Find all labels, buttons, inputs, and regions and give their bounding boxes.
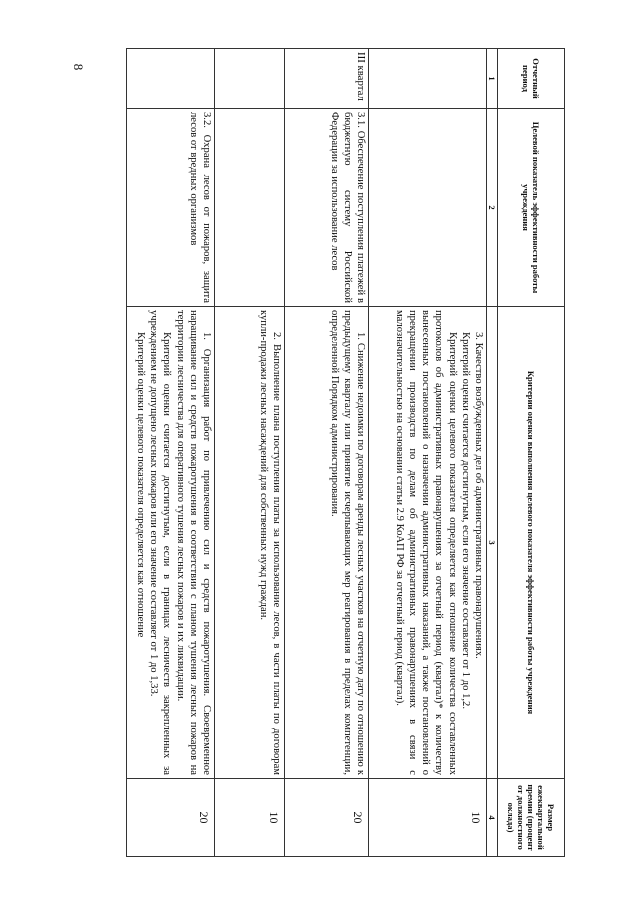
header-criteria: Критерии оценки выполнения целевого показателя эффективности работы учреждения	[498, 307, 565, 779]
table-row	[369, 49, 487, 857]
period-cell	[215, 49, 285, 109]
bonus-cell: 10	[215, 779, 285, 857]
column-number: 3	[487, 307, 498, 779]
page-number: 8	[71, 63, 86, 71]
criteria-paragraph: 1. Снижение недоимки по договорам аренды лесных участков на отчетную дату по отношению к предыдущему кварталу или принятие исчерпывающих мер реагирования в пределах компетенции, определенной Порядком администрирования.	[328, 310, 366, 775]
header-bonus: Размер ежеквартальной премии (процент от должностного оклада)	[498, 779, 565, 857]
table-row	[127, 49, 215, 857]
indicator-cell: 3.2. Охрана лесов от пожаров, защита лесов от вредных организмов	[127, 109, 215, 307]
rotated-page	[127, 48, 565, 856]
period-cell: III квартал	[285, 49, 369, 109]
column-number: 1	[487, 49, 498, 109]
bonus-cell: 20	[285, 779, 369, 857]
header-indicator: Целевой показатель эффективности работы учреждения	[498, 109, 565, 307]
column-number: 4	[487, 779, 498, 857]
bonus-cell: 20	[127, 779, 215, 857]
indicator-cell	[215, 109, 285, 307]
criteria-paragraph: Критерий оценки целевого показателя определяется как отношение	[134, 332, 146, 638]
criteria-cell	[369, 307, 487, 779]
period-cell	[127, 49, 215, 109]
criteria-paragraph: Критерий оценки целевого показателя определяется как отношение количества составленных протоколов об административных правонарушениях за отчетный период (квартал)* к количеству вынесенных постановлений о назначении административных наказаний, а также постановлений о прекращении производств по делам об административных правонарушениях в связи с малозначительностью на основании статьи 2.9 КоАП РФ за отчетный период (квартал).	[393, 310, 458, 775]
period-cell	[369, 49, 487, 109]
header-row	[498, 49, 565, 857]
criteria-paragraph: Критерий оценки считается достигнутым, если его значение составляет от 1 до 1,2.	[459, 332, 471, 709]
indicator-cell: 3.1. Обеспечение поступления платежей в бюджетную систему Российской Федерации за использование лесов	[285, 109, 369, 307]
column-number-row	[487, 49, 498, 857]
criteria-cell	[285, 307, 369, 779]
criteria-paragraph: 1. Организация работ по привлечению сил и средств пожаротушения. Своевременное наращивание сил и средств пожаротушения в соответствии с планом тушения лесных пожаров на территории лесничества для оперативного тушения лесных пожаров и их ликвидации.	[174, 310, 212, 775]
header-period: Отчетный период	[498, 49, 565, 109]
table-row	[215, 49, 285, 857]
criteria-cell	[127, 307, 215, 779]
criteria-paragraph: 3. Качество возбужденных дел об административных правонарушениях.	[473, 332, 484, 659]
criteria-table	[126, 48, 565, 857]
criteria-paragraph: Критерий оценки считается достигнутым, если в границах лесничеств закрепленных за учреждением не допущено лесных пожаров или его значение составляет от 1 до 1,33.	[148, 310, 173, 775]
indicator-cell	[369, 109, 487, 307]
criteria-paragraph: 2. Выполнение плана поступления платы за использование лесов, в части платы по договорам купли-продажи лесных насаждений для собственных нужд граждан.	[257, 310, 282, 775]
column-number: 2	[487, 109, 498, 307]
criteria-cell	[215, 307, 285, 779]
bonus-cell: 10	[369, 779, 487, 857]
table-row	[285, 49, 369, 857]
